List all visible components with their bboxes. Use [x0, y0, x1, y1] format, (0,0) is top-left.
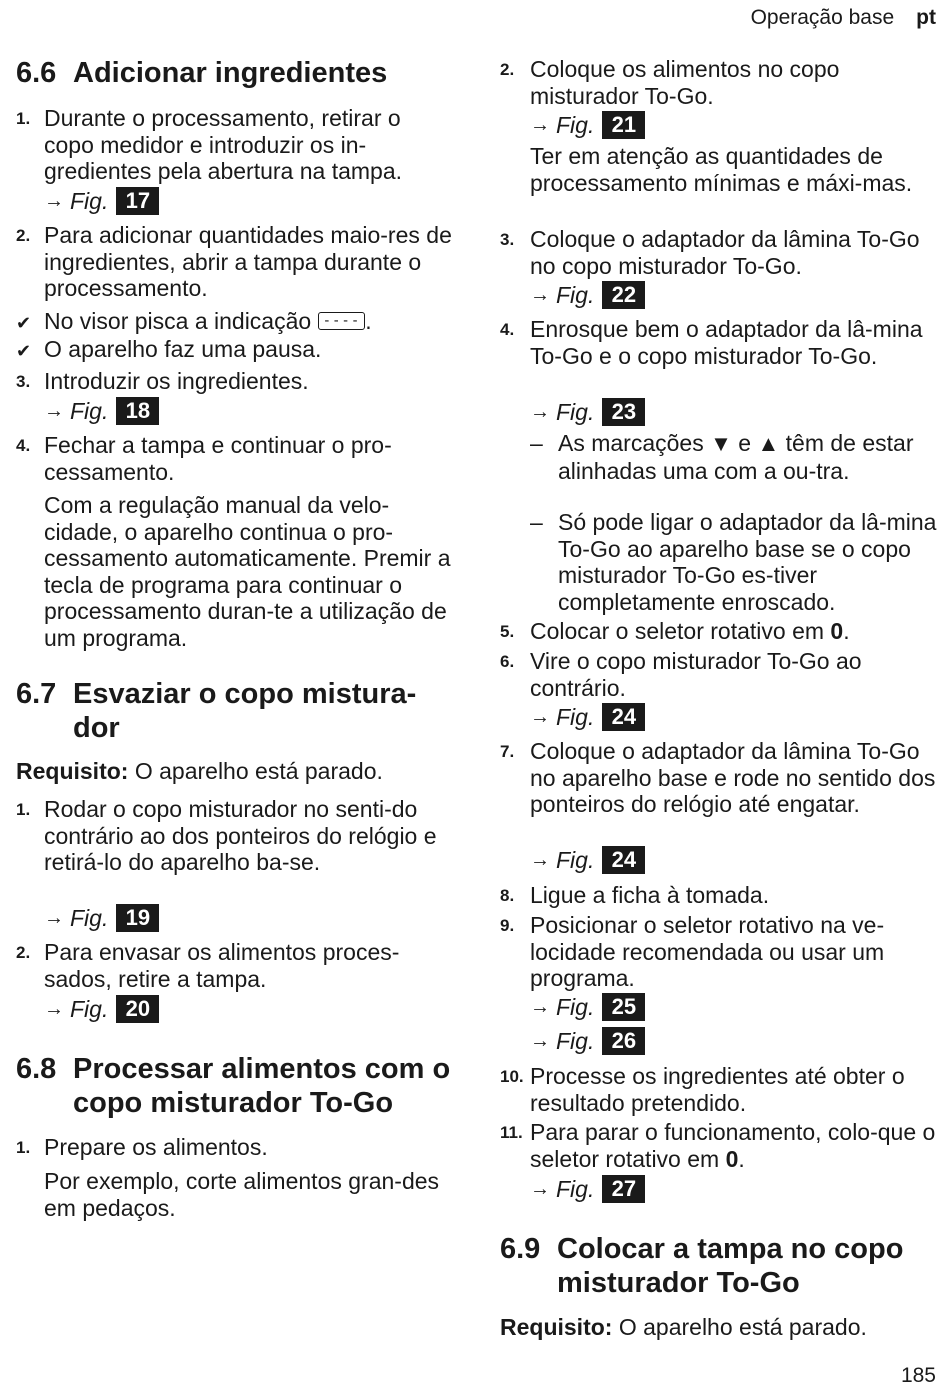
sub-item: [530, 430, 940, 484]
figure-ref: [44, 995, 159, 1023]
list-item: [500, 316, 940, 369]
requirement-text: O aparelho está parado.: [618, 1314, 867, 1340]
fig-number: 20: [116, 995, 159, 1023]
heading-number: 6.7: [16, 678, 57, 710]
result-item: [16, 308, 456, 335]
fig-label: Fig.: [556, 1028, 595, 1054]
list-item: [500, 648, 940, 701]
arrow-right-icon: →: [530, 996, 550, 1018]
fig-label: Fig.: [70, 996, 109, 1022]
check-icon: ✔: [16, 341, 32, 361]
list-item: [500, 226, 940, 279]
step-number: 1.: [16, 109, 31, 128]
step-note: Ter em atenção as quantidades de processamento mínimas e máxi-mas.: [530, 143, 913, 196]
step-number: 2.: [500, 60, 515, 79]
step-number: 2.: [16, 943, 31, 962]
figure-ref: [530, 111, 645, 139]
fig-label: Fig.: [70, 398, 109, 424]
figure-ref: [44, 187, 159, 215]
heading-number: 6.6: [16, 57, 57, 89]
step-text-end: .: [843, 618, 850, 644]
requirement: [16, 758, 456, 785]
sub-item-text: As marcações: [558, 430, 704, 456]
step-text: Vire o copo misturador To-Go ao contrário.: [530, 648, 862, 701]
step-text: Coloque o adaptador da lâmina To-Go no copo misturador To-Go.: [530, 226, 920, 279]
step-text: Coloque o adaptador da lâmina To-Go no aparelho base e rode no sentido dos ponteiros do relógio até engatar.: [530, 738, 936, 817]
fig-number: 21: [602, 111, 645, 139]
step-number: 3.: [16, 372, 31, 391]
header-section: Operação base: [750, 6, 895, 29]
list-item: [16, 432, 456, 485]
list-item: [16, 368, 456, 395]
arrow-right-icon: →: [44, 998, 64, 1020]
running-header: [751, 6, 936, 30]
figure-ref: [530, 846, 645, 874]
fig-label: Fig.: [70, 188, 109, 214]
arrow-right-icon: →: [530, 1030, 550, 1052]
figure-ref: [44, 904, 159, 932]
arrow-right-icon: →: [44, 190, 64, 212]
header-lang: pt: [916, 6, 936, 29]
step-number: 1.: [16, 800, 31, 819]
arrow-right-icon: →: [44, 907, 64, 929]
fig-number: 24: [602, 703, 645, 731]
fig-label: Fig.: [70, 905, 109, 931]
heading-title: Esvaziar o copo mistura-dor: [73, 678, 417, 744]
step-value: 0: [725, 1145, 739, 1172]
step-text: Para parar o funcionamento, colo-que o seletor rotativo em: [530, 1119, 936, 1172]
fig-label: Fig.: [556, 994, 595, 1020]
list-item: [500, 738, 940, 818]
fig-number: 17: [116, 187, 159, 215]
figure-ref: [530, 398, 645, 426]
requirement: [500, 1314, 940, 1341]
figure-ref: [530, 1027, 645, 1055]
step-number: 8.: [500, 886, 515, 905]
step-number: 3.: [500, 230, 515, 249]
list-item: [500, 912, 940, 992]
fig-label: Fig.: [556, 282, 595, 308]
fig-number: 25: [602, 993, 645, 1021]
requirement-text: O aparelho está parado.: [134, 758, 383, 784]
fig-number: 24: [602, 846, 645, 874]
step-text: Posicionar o seletor rotativo na ve-locidade recomendada ou usar um programa.: [530, 912, 885, 991]
result-text: No visor pisca a indicação: [44, 308, 312, 334]
fig-label: Fig.: [556, 399, 595, 425]
display-indicator: ----: [318, 312, 366, 330]
figure-ref: [530, 993, 645, 1021]
arrow-right-icon: →: [44, 400, 64, 422]
figure-ref: [530, 281, 645, 309]
step-text: Colocar o seletor rotativo em: [530, 618, 825, 644]
step-text: Coloque os alimentos no copo misturador To-Go.: [530, 56, 840, 109]
step-text-end: .: [738, 1145, 745, 1172]
heading-6-6: [16, 56, 456, 90]
arrow-right-icon: →: [530, 401, 550, 423]
step-number: 11.: [500, 1123, 523, 1142]
heading-6-7: [16, 677, 456, 745]
step-number: 4.: [16, 436, 31, 455]
list-item: [16, 939, 456, 992]
step-number: 4.: [500, 320, 515, 339]
triangle-down-icon: ▼: [710, 431, 732, 456]
result-text: O aparelho faz uma pausa.: [44, 336, 322, 362]
heading-title: Processar alimentos com o copo misturador To-Go: [73, 1053, 451, 1119]
step-text: Processe os ingredientes até obter o resultado pretendido.: [530, 1063, 905, 1116]
list-item: [16, 1134, 456, 1161]
figure-ref: [530, 703, 645, 731]
step-number: 1.: [16, 1138, 31, 1157]
heading-6-8: [16, 1052, 456, 1120]
step-note: Com a regulação manual da velo-cidade, o aparelho continua o pro-cessamento automaticamente. Premir a tecla de programa para continuar o processamento duran-te a utilização de um programa.: [44, 492, 451, 651]
heading-title: Colocar a tampa no copo misturador To-Go: [557, 1233, 904, 1299]
heading-6-9: [500, 1232, 940, 1300]
fig-label: Fig.: [556, 112, 595, 138]
step-text: Durante o processamento, retirar o copo medidor e introduzir os in-gredientes pela abertura na tampa.: [44, 105, 403, 184]
arrow-right-icon: →: [530, 849, 550, 871]
step-number: 6.: [500, 652, 515, 671]
step-text: Rodar o copo misturador no senti-do contrário ao dos ponteiros do relógio e retirá-lo do aparelho ba-se.: [44, 796, 437, 875]
fig-number: 27: [602, 1175, 645, 1203]
list-item: [500, 1063, 940, 1116]
requirement-label: Requisito:: [16, 758, 129, 784]
list-item: [500, 1119, 940, 1172]
arrow-right-icon: →: [530, 114, 550, 136]
triangle-up-icon: ▲: [757, 431, 780, 456]
sub-item: [530, 509, 940, 615]
step-text: Ligue a ficha à tomada.: [530, 882, 770, 908]
step-text: Enrosque bem o adaptador da lâ-mina To-Go e o copo misturador To-Go.: [530, 316, 923, 369]
figure-ref: [530, 1175, 645, 1203]
heading-number: 6.8: [16, 1053, 57, 1085]
step-number: 2.: [16, 226, 31, 245]
dash-bullet: –: [530, 509, 543, 535]
step-number: 7.: [500, 742, 515, 761]
list-item: [500, 618, 940, 645]
result-item: [16, 336, 456, 363]
step-value: 0: [830, 618, 844, 644]
fig-number: 23: [602, 398, 645, 426]
heading-title: Adicionar ingredientes: [73, 57, 388, 89]
step-number: 5.: [500, 622, 515, 641]
step-text: Prepare os alimentos.: [44, 1134, 268, 1160]
step-text: Para envasar os alimentos proces-sados, retire a tampa.: [44, 939, 400, 992]
step-text: Introduzir os ingredientes.: [44, 368, 309, 394]
dash-bullet: –: [530, 430, 543, 456]
page-number: 185: [900, 1364, 936, 1387]
figure-ref: [44, 397, 159, 425]
sub-item-text: e: [738, 430, 752, 456]
fig-number: 26: [602, 1027, 645, 1055]
list-item: [16, 796, 456, 876]
fig-label: Fig.: [556, 704, 595, 730]
fig-label: Fig.: [556, 847, 595, 873]
arrow-right-icon: →: [530, 706, 550, 728]
heading-number: 6.9: [500, 1233, 541, 1265]
sub-item-text: Só pode ligar o adaptador da lâ-mina To-Go ao aparelho base se o copo misturador To-Go es-tiver completamente enroscado.: [558, 509, 937, 615]
list-item: [16, 105, 456, 185]
fig-number: 22: [602, 281, 645, 309]
arrow-right-icon: →: [530, 1178, 550, 1200]
step-number: 9.: [500, 916, 515, 935]
list-item: [500, 882, 940, 909]
fig-number: 18: [116, 397, 159, 425]
fig-label: Fig.: [556, 1176, 595, 1202]
sub-item-text: têm de estar alinhadas uma com a ou-tra.: [558, 430, 914, 484]
step-text: Para adicionar quantidades maio-res de ingredientes, abrir a tampa durante o processamento.: [44, 222, 452, 301]
list-item: [500, 56, 940, 109]
step-note: Por exemplo, corte alimentos gran-des em pedaços.: [44, 1168, 440, 1221]
step-number: 10.: [500, 1067, 524, 1086]
result-text-end: .: [365, 308, 372, 334]
list-item: [16, 222, 456, 302]
step-text: Fechar a tampa e continuar o pro-cessamento.: [44, 432, 392, 485]
fig-number: 19: [116, 904, 159, 932]
arrow-right-icon: →: [530, 284, 550, 306]
requirement-label: Requisito:: [500, 1314, 613, 1340]
check-icon: ✔: [16, 313, 32, 333]
